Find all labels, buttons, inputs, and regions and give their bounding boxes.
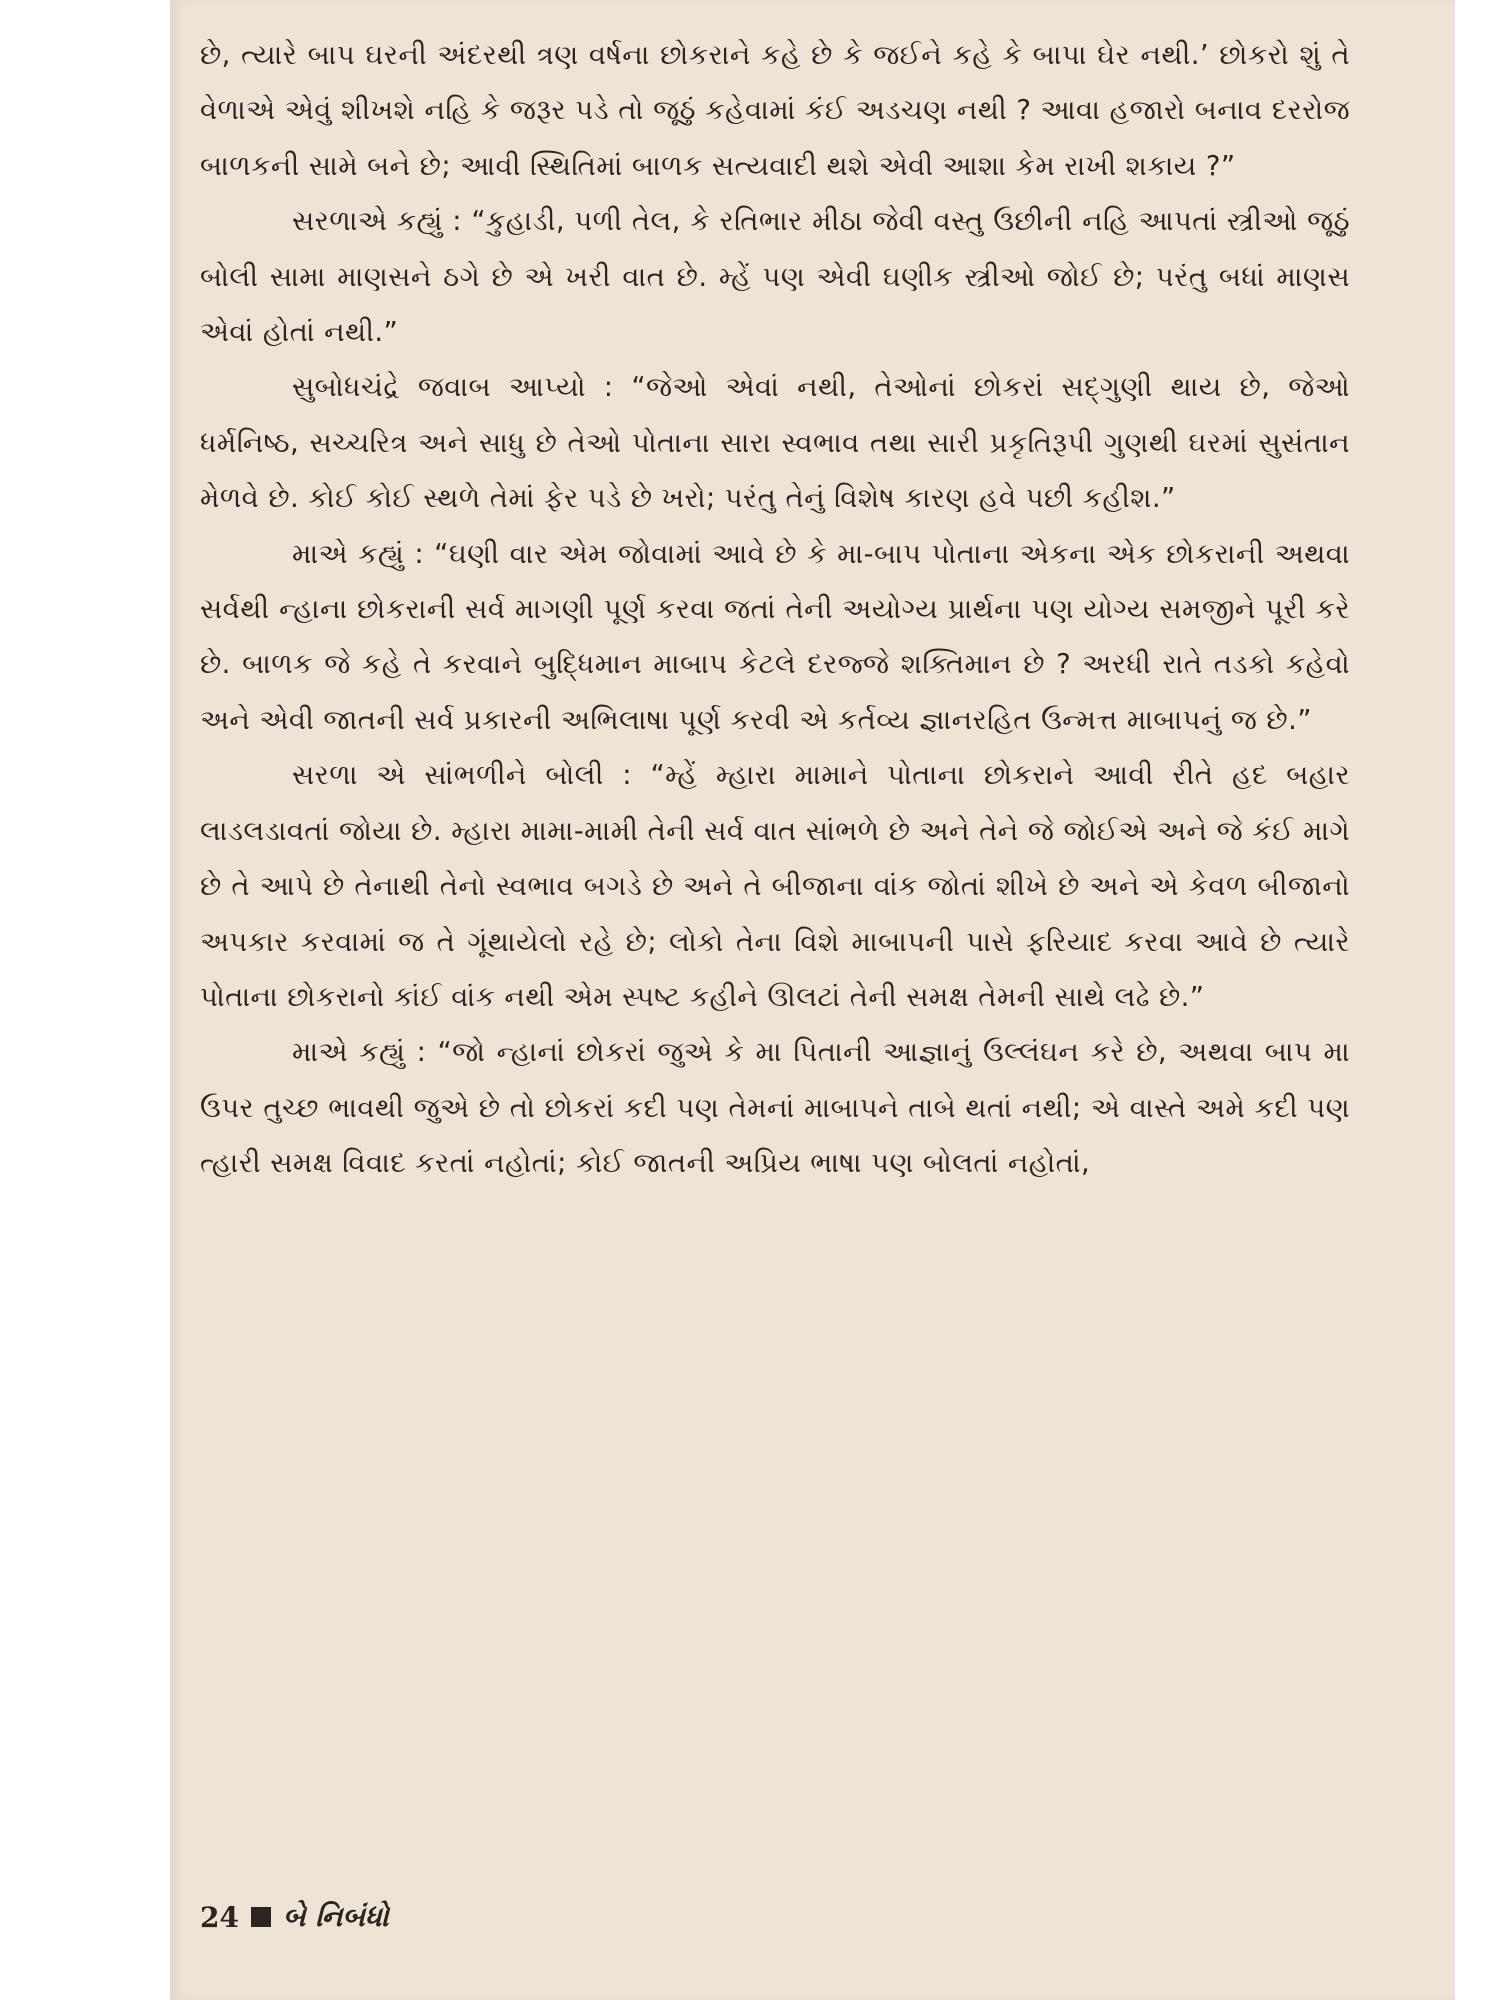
square-bullet-icon [251,1907,271,1927]
paragraph-sarala-reply: સરળાએ કહ્યું : “કુહાડી, પળી તેલ, કે રતિભાર મીઠા જેવી વસ્તુ ઉછીની નહિ આપતાં સ્ત્રીઓ જૂઠું બોલી સામા માણસને ઠગે છે એ ખરી વાત છે. મ્હેં પણ એવી ઘણીક સ્ત્રીઓ જોઈ છે; પરંતુ બધાં માણસ એવાં હોતાં નથી.” [200,205,1350,349]
page-footer [200,1900,389,1934]
body-text [200,28,1350,1192]
page-number: 24 [200,1900,239,1934]
paragraph-subodhchandra-answer: સુબોધચંદ્રે જવાબ આપ્યો : “જેઓ એવાં નથી, તેઓનાં છોકરાં સદ્‌ગુણી થાય છે, જેઓ ધર્મનિષ્ઠ, સચ્ચરિત્ર અને સાધુ છે તેઓ પોતાના સારા સ્વભાવ તથા સારી પ્રકૃતિરૂપી ગુણથી ઘરમાં સુસંતાન મેળવે છે. કોઈ કોઈ સ્થળે તેમાં ફેર પડે છે ખરો; પરંતુ તેનું વિશેષ કારણ હવે પછી કહીશ.” [200,371,1350,515]
paragraph-mother-says: માએ કહ્યું : “ઘણી વાર એમ જોવામાં આવે છે કે મા-બાપ પોતાના એકના એક છોકરાની અથવા સર્વથી ન્હાના છોકરાની સર્વ માગણી પૂર્ણ કરવા જતાં તેની અયોગ્ય પ્રાર્થના પણ યોગ્ય સમજીને પૂરી કરે છે. બાળક જે કહે તે કરવાને બુદ્ધિમાન માબાપ કેટલે દરજ્જે શક્તિમાન છે ? અરધી રાતે તડકો કહેવો અને એવી જાતની સર્વ પ્રકારની અભિલાષા પૂર્ણ કરવી એ કર્તવ્ય જ્ઞાનરહિત ઉન્મત્ત માબાપનું જ છે.” [200,537,1350,736]
paragraph-sarala-listens: સરળા એ સાંભળીને બોલી : “મ્હેં મ્હારા મામાને પોતાના છોકરાને આવી રીતે હદ બહાર લાડલડાવતાં જોયા છે. મ્હારા મામા-મામી તેની સર્વ વાત સાંભળે છે અને તેને જે જોઈએ અને જે કંઈ માગે છે તે આપે છે તેનાથી તેનો સ્વભાવ બગડે છે અને તે બીજાના વાંક જોતાં શીખે છે અને એ કેવળ બીજાનો અપકાર કરવામાં જ તે ગૂંથાયેલો રહે છે; લોકો તેના વિશે માબાપની પાસે ફરિયાદ કરવા આવે છે ત્યારે પોતાના છોકરાનો કાંઈ વાંક નથી એમ સ્પષ્ટ કહીને ઊલટાં તેની સમક્ષ તેમની સાથે લઢે છે.” [200,759,1350,1013]
paragraph-continued: છે, ત્યારે બાપ ઘરની અંદરથી ત્રણ વર્ષના છોકરાને કહે છે કે જઈને કહે કે બાપા ઘેર નથી.’ છોકરો શું તે વેળાએ એવું શીખશે નહિ કે જરૂર પડે તો જૂઠું કહેવામાં કંઈ અડચણ નથી ? આવા હજારો બનાવ દરરોજ બાળકની સામે બને છે; આવી સ્થિતિમાં બાળક સત્યવાદી થશે એવી આશા કેમ રાખી શકાય ?” [200,39,1350,182]
paragraph-mother-continues: માએ કહ્યું : “જો ન્હાનાં છોકરાં જુએ કે મા પિતાની આજ્ઞાનું ઉલ્લંઘન કરે છે, અથવા બાપ મા ઉપર તુચ્છ ભાવથી જુએ છે તો છોકરાં કદી પણ તેમનાં માબાપને તાબે થતાં નથી; એ વાસ્તે અમે કદી પણ ત્હારી સમક્ષ વિવાદ કરતાં નહોતાં; કોઈ જાતની અપ્રિય ભાષા પણ બોલતાં નહોતાં, [200,1036,1350,1180]
running-title: બે નિબંધો [282,1900,389,1933]
book-page [170,0,1455,2000]
